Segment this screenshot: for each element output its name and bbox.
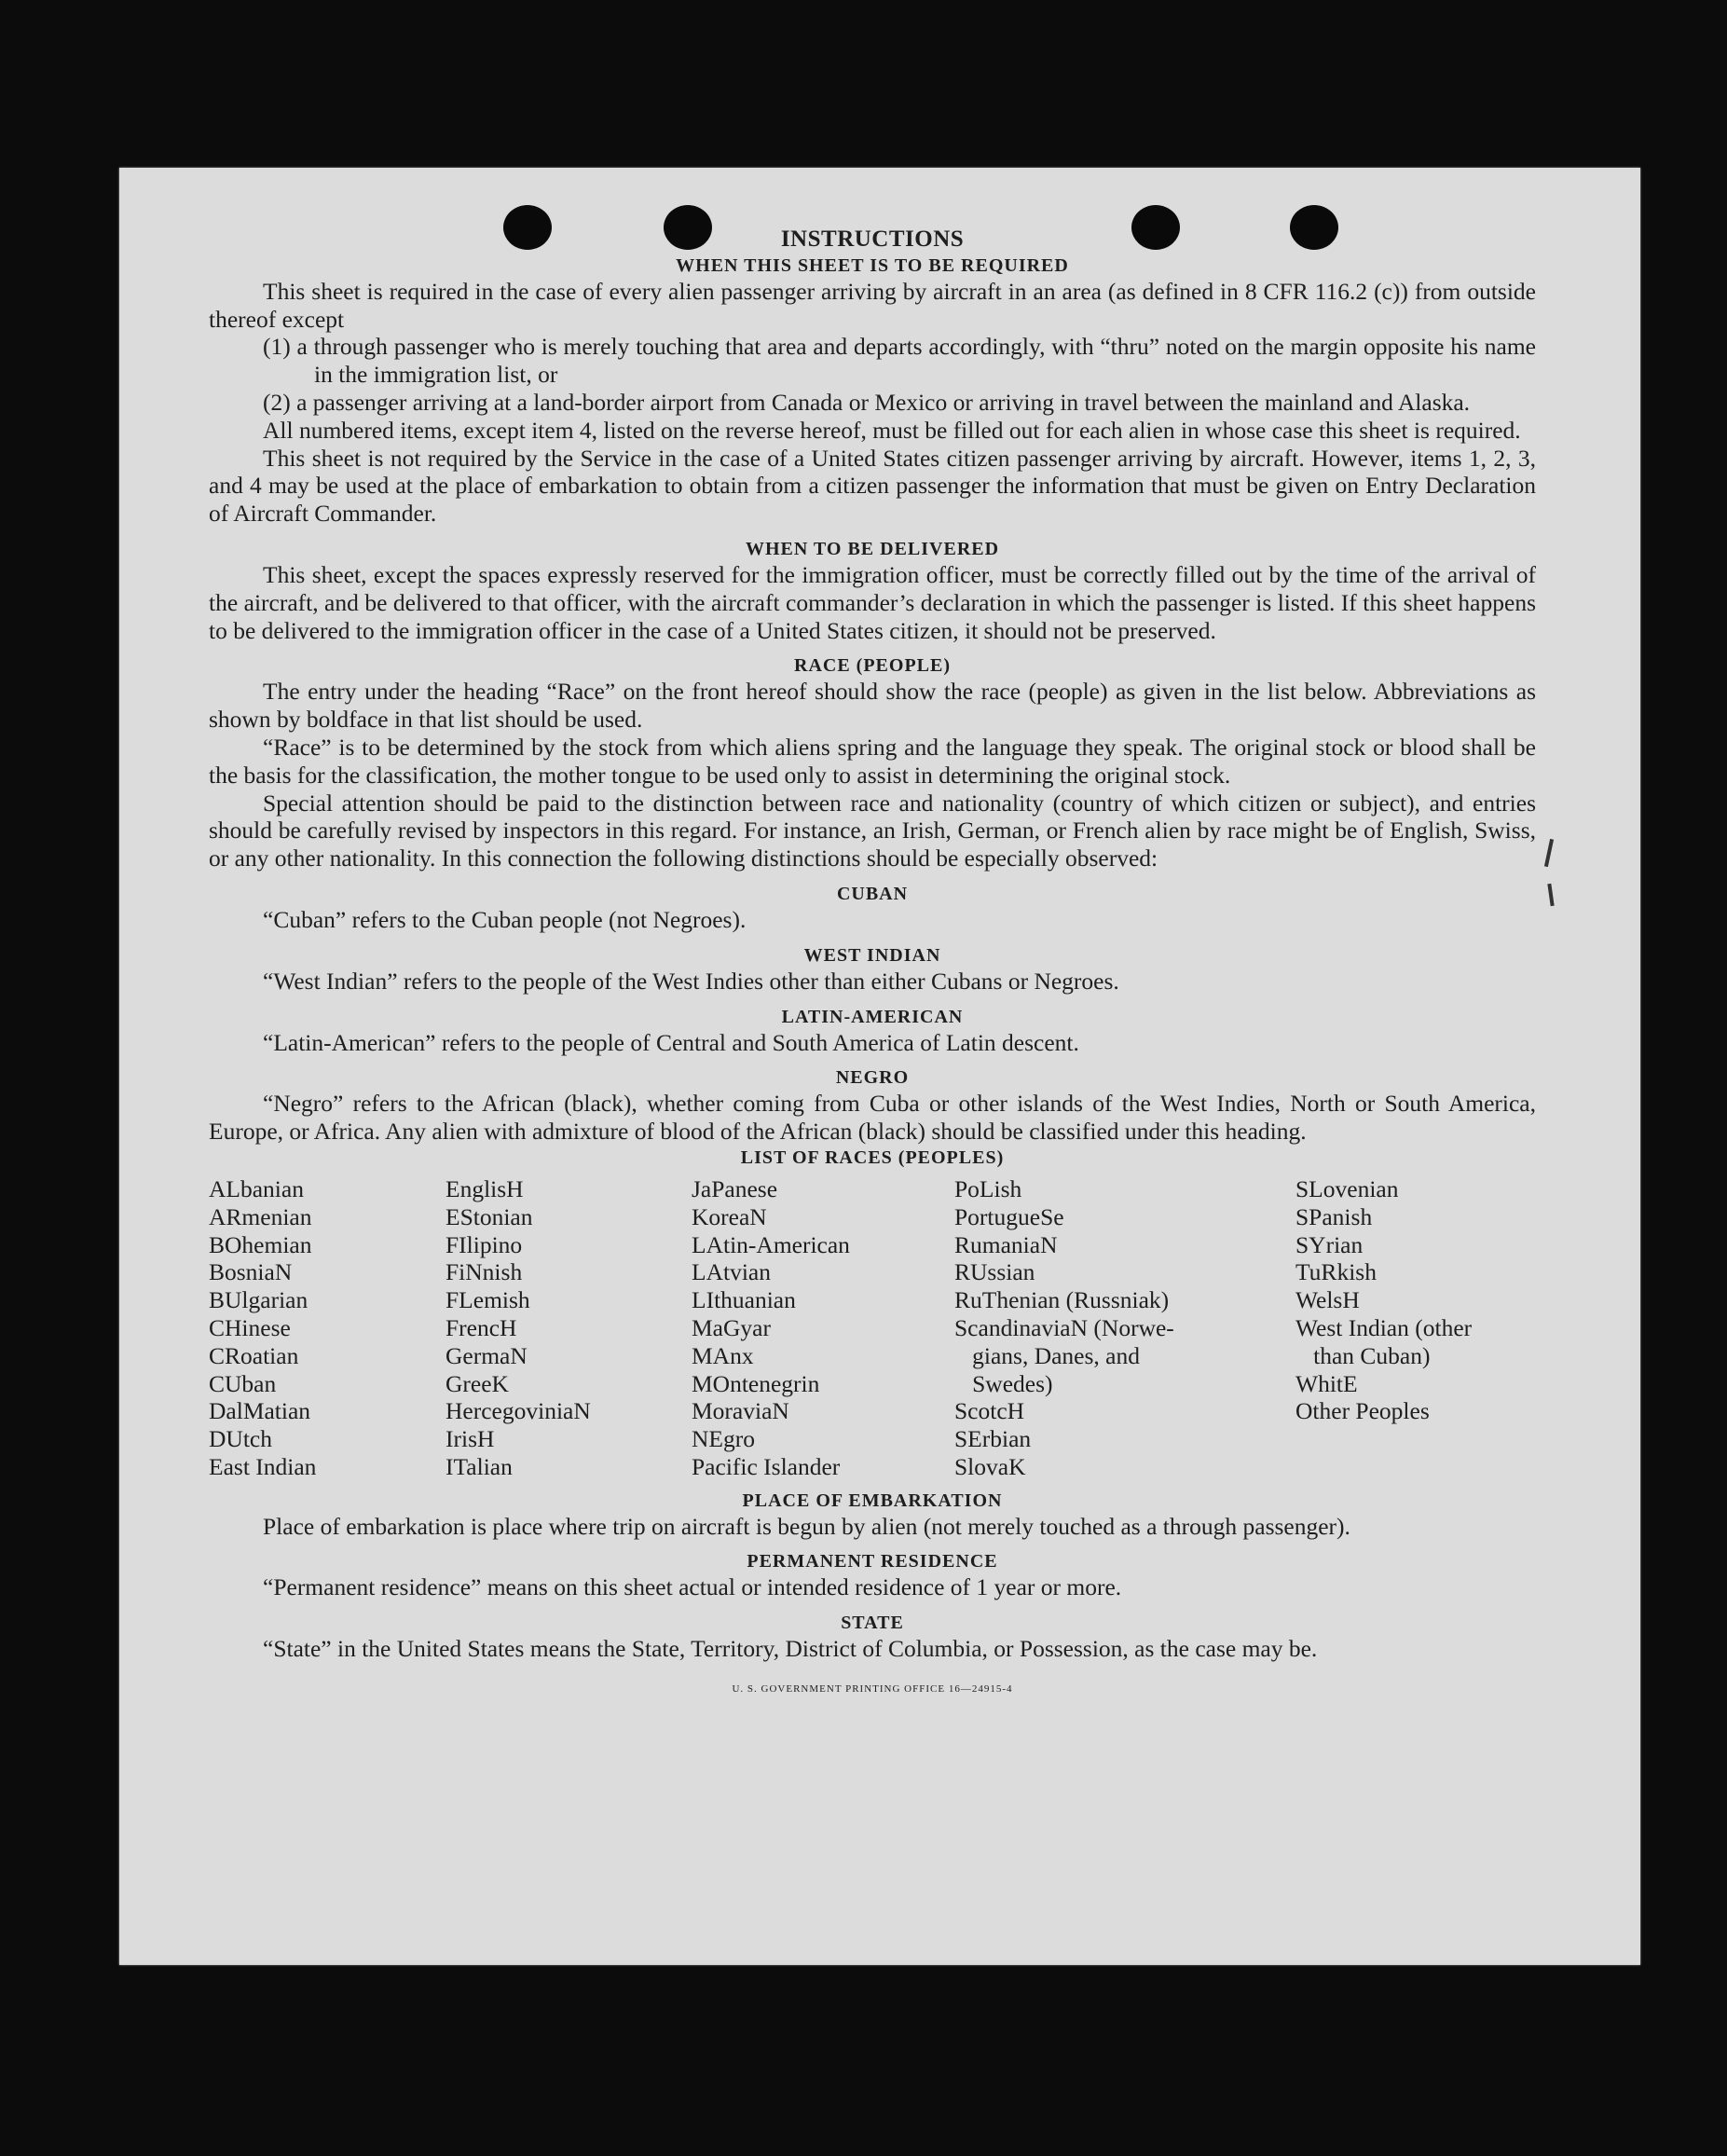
list-item: NEgro bbox=[692, 1425, 755, 1453]
list-item: TuRkish bbox=[1295, 1258, 1377, 1286]
list-item: FIlipino bbox=[445, 1230, 523, 1258]
races-column bbox=[692, 1175, 954, 1481]
list-item: GermaN bbox=[445, 1341, 528, 1369]
list-item: BUlgarian bbox=[209, 1286, 308, 1314]
list-item: RumaniaN bbox=[954, 1230, 1058, 1258]
instructions-text bbox=[209, 226, 1536, 1714]
heading-cuban: CUBAN bbox=[836, 883, 909, 904]
list-item: East Indian bbox=[209, 1452, 317, 1480]
list-item: gians, Danes, and bbox=[954, 1341, 1140, 1369]
list-item: KoreaN bbox=[692, 1202, 767, 1230]
paragraph: “Negro” refers to the African (black), whether coming from Cuba or other islands of the West Indies, North or South America, Europe, or Africa. Any alien with admixture of blood of the African (black) should be classified under this heading. bbox=[209, 1090, 1536, 1146]
list-item: PoLish bbox=[954, 1174, 1022, 1202]
heading-when-required: WHEN THIS SHEET IS TO BE REQUIRED bbox=[676, 254, 1069, 276]
list-item: SlovaK bbox=[954, 1452, 1026, 1480]
list-item: MOntenegrin bbox=[692, 1369, 820, 1397]
list-item: FrencH bbox=[445, 1313, 517, 1341]
paragraph: This sheet is required in the case of every alien passenger arriving by aircraft in an area (as defined in 8 CFR 116.2 (c)) from outside thereof except bbox=[209, 277, 1536, 333]
list-item: LAtin-American bbox=[692, 1230, 850, 1258]
list-item: JaPanese bbox=[692, 1174, 778, 1202]
races-column bbox=[1295, 1175, 1536, 1481]
list-item: SPanish bbox=[1295, 1202, 1373, 1230]
list-item: RuThenian (Russniak) bbox=[954, 1286, 1170, 1314]
pen-mark bbox=[1544, 839, 1554, 867]
heading-latin-american: LATIN-AMERICAN bbox=[781, 1006, 964, 1027]
list-item: EnglisH bbox=[445, 1174, 524, 1202]
heading-when-delivered: WHEN TO BE DELIVERED bbox=[745, 538, 1000, 559]
races-list bbox=[209, 1175, 1536, 1481]
list-item: ScotcH bbox=[954, 1397, 1025, 1425]
heading-state: STATE bbox=[841, 1613, 904, 1634]
list-item: HercegoviniaN bbox=[445, 1397, 591, 1425]
list-item: RUssian bbox=[954, 1258, 1035, 1286]
list-item: CRoatian bbox=[209, 1341, 299, 1369]
paragraph: “Latin-American” refers to the people of Central and South America of Latin descent. bbox=[263, 1028, 1079, 1056]
paragraph: “Cuban” refers to the Cuban people (not Negroes). bbox=[263, 905, 747, 933]
pen-mark bbox=[1547, 884, 1554, 906]
paragraph: This sheet is not required by the Service in the case of a United States citizen passenger arriving by aircraft. However, items 1, 2, 3, and 4 may be used at the place of embarkation to obtain from a citizen passenger the information that must be given on Entry Declaration of Aircraft Commander. bbox=[209, 444, 1536, 528]
list-item: LAtvian bbox=[692, 1258, 771, 1286]
list-item: BosniaN bbox=[209, 1258, 293, 1286]
list-item: Swedes) bbox=[954, 1369, 1053, 1397]
list-item: than Cuban) bbox=[1295, 1341, 1431, 1369]
heading-permanent-residence: PERMANENT RESIDENCE bbox=[747, 1551, 998, 1572]
list-item: SYrian bbox=[1295, 1230, 1364, 1258]
list-item: PortugueSe bbox=[954, 1202, 1064, 1230]
list-item: CHinese bbox=[209, 1313, 291, 1341]
list-item: MaGyar bbox=[692, 1313, 771, 1341]
paragraph: “West Indian” refers to the people of the West Indies other than either Cubans or Negroes. bbox=[263, 967, 1119, 995]
heading-negro: NEGRO bbox=[835, 1067, 910, 1089]
printer-imprint: U. S. GOVERNMENT PRINTING OFFICE 16—24915-4 bbox=[732, 1683, 1013, 1696]
list-item: FLemish bbox=[445, 1286, 530, 1314]
heading-embarkation: PLACE OF EMBARKATION bbox=[742, 1490, 1003, 1511]
list-item: DalMatian bbox=[209, 1397, 311, 1425]
paragraph: All numbered items, except item 4, listed on the reverse hereof, must be filled out for each alien in whose case this sheet is required. bbox=[263, 416, 1521, 444]
list-item: (2) a passenger arriving at a land-border airport from Canada or Mexico or arriving in travel between the mainland and Alaska. bbox=[263, 388, 1471, 416]
list-item: DUtch bbox=[209, 1425, 272, 1453]
page-title: INSTRUCTIONS bbox=[780, 227, 965, 252]
heading-west-indian: WEST INDIAN bbox=[803, 944, 941, 966]
list-item: West Indian (other bbox=[1295, 1313, 1473, 1341]
races-column bbox=[954, 1175, 1295, 1481]
heading-race: RACE (PEOPLE) bbox=[794, 655, 951, 677]
list-item: BOhemian bbox=[209, 1230, 312, 1258]
list-item: SErbian bbox=[954, 1425, 1032, 1453]
races-column bbox=[209, 1175, 445, 1481]
paragraph: The entry under the heading “Race” on the front hereof should show the race (people) as given in the list below. Abbreviations as shown by boldface in that list should be used. bbox=[209, 678, 1536, 734]
heading-list-of-races: LIST OF RACES (PEOPLES) bbox=[740, 1147, 1005, 1168]
paragraph: Special attention should be paid to the distinction between race and nationality (country of which citizen or subject), and entries should be carefully revised by inspectors in this regard. For instance, an Irish, German, or French alien by race might be of English, Swiss, or any other nationality. In this connection the following distinctions should be especially observed: bbox=[209, 789, 1536, 872]
list-item: (1) a through passenger who is merely touching that area and departs accordingly, with “thru” noted on the margin opposite his name in the immigration list, or bbox=[263, 333, 1536, 389]
list-item: ARmenian bbox=[209, 1202, 312, 1230]
list-item: WelsH bbox=[1295, 1286, 1360, 1314]
list-item: ALbanian bbox=[209, 1174, 304, 1202]
list-item: Pacific Islander bbox=[692, 1452, 841, 1480]
paragraph: Place of embarkation is place where trip on aircraft is begun by alien (not merely touched as a through passenger). bbox=[263, 1512, 1350, 1540]
list-item: MoraviaN bbox=[692, 1397, 789, 1425]
list-item: EStonian bbox=[445, 1202, 533, 1230]
document-sheet bbox=[119, 168, 1640, 1965]
list-item: ScandinaviaN (Norwe- bbox=[954, 1313, 1174, 1341]
races-column bbox=[445, 1175, 692, 1481]
list-item: CUban bbox=[209, 1369, 277, 1397]
list-item: IrisH bbox=[445, 1425, 495, 1453]
list-item: MAnx bbox=[692, 1341, 754, 1369]
paragraph: “State” in the United States means the State, Territory, District of Columbia, or Possession, as the case may be. bbox=[263, 1635, 1318, 1663]
list-item: FiNnish bbox=[445, 1258, 523, 1286]
list-item: Other Peoples bbox=[1295, 1397, 1430, 1425]
paragraph: “Permanent residence” means on this sheet actual or intended residence of 1 year or more. bbox=[263, 1573, 1122, 1601]
paragraph: “Race” is to be determined by the stock from which aliens spring and the language they speak. The original stock or blood shall be the basis for the classification, the mother tongue to be used only to assist in determining the original stock. bbox=[209, 733, 1536, 789]
paragraph: This sheet, except the spaces expressly reserved for the immigration officer, must be correctly filled out by the time of the arrival of the aircraft, and be delivered to that officer, with the aircraft commander’s declaration in which the passenger is listed. If this sheet happens to be delivered to the immigration officer in the case of a United States citizen, it should not be preserved. bbox=[209, 560, 1536, 644]
list-item: ITalian bbox=[445, 1452, 513, 1480]
list-item: SLovenian bbox=[1295, 1174, 1399, 1202]
list-item: GreeK bbox=[445, 1369, 509, 1397]
list-item: LIthuanian bbox=[692, 1286, 796, 1314]
list-item: WhitE bbox=[1295, 1369, 1358, 1397]
